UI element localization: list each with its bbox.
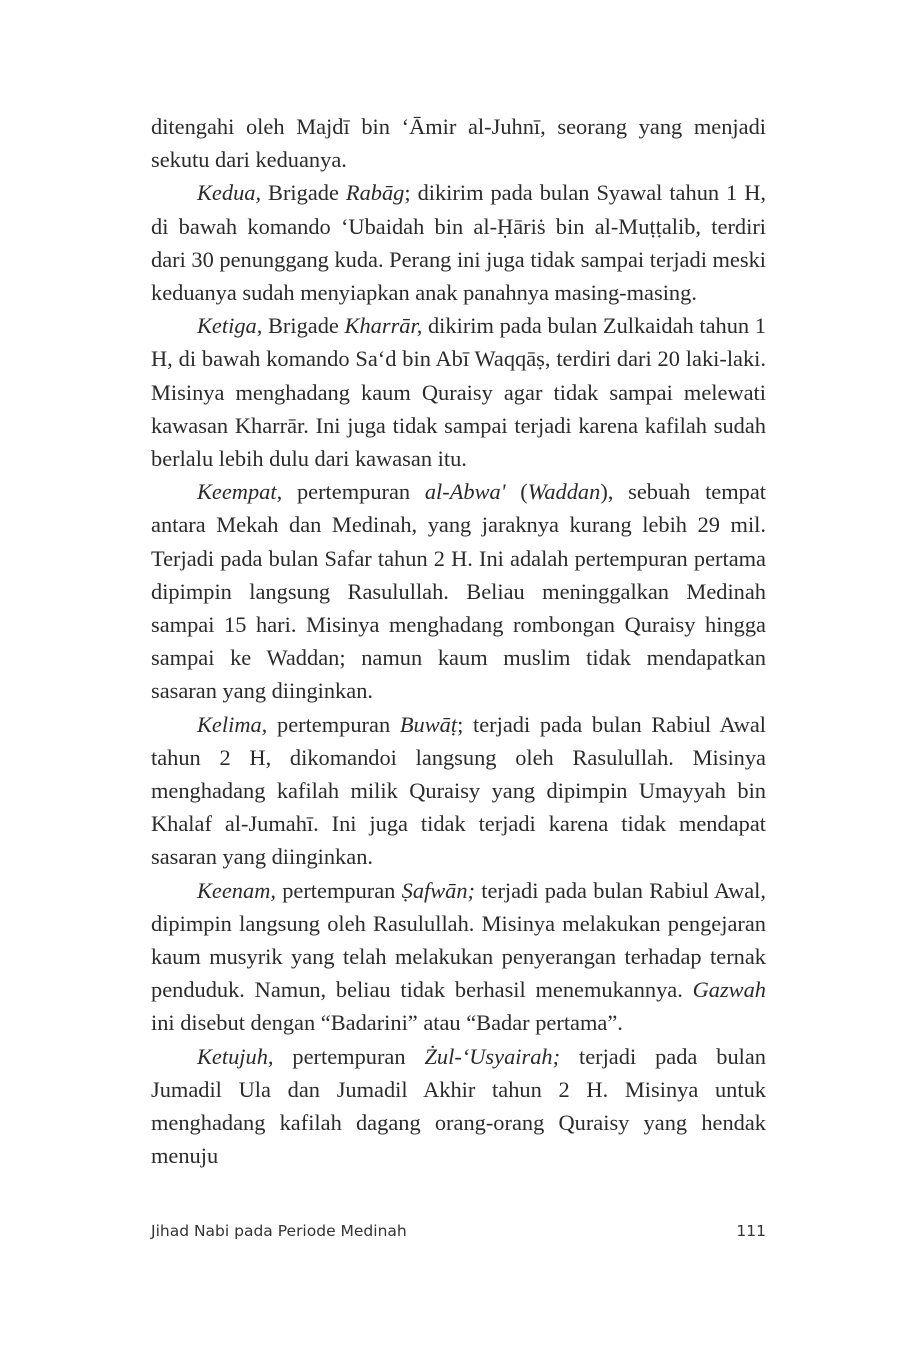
body-text — [151, 110, 766, 1173]
paragraph — [151, 176, 766, 309]
italic-term: al-Abwa' — [424, 479, 506, 505]
italic-term: Ketiga, — [197, 313, 263, 339]
italic-term: Rabāg — [345, 180, 405, 206]
paragraph — [151, 309, 766, 475]
paragraph — [151, 110, 766, 176]
text-segment: pertempuran — [275, 877, 402, 903]
italic-term: Buwāṭ — [399, 711, 458, 737]
italic-term: Żul-‘Usyairah; — [424, 1043, 561, 1069]
page-footer — [151, 1222, 766, 1240]
text-segment: ditengahi oleh Majdī bin ‘Āmir al-Juhnī, seorang yang menjadi sekutu dari keduanya. — [151, 114, 766, 173]
italic-term: Kedua, — [197, 180, 262, 206]
italic-term: Waddan — [527, 479, 601, 505]
text-segment: ), — [600, 479, 614, 505]
italic-term: Gazwah — [692, 977, 766, 1003]
italic-term: Keempat, — [197, 479, 283, 505]
text-segment: pertempuran — [282, 479, 425, 505]
running-title: Jihad Nabi pada Periode Medinah — [151, 1222, 407, 1240]
paragraph — [151, 708, 766, 874]
text-segment: ( — [505, 479, 528, 505]
italic-term: Ṣafwān; — [401, 877, 476, 903]
text-segment: ini disebut dengan “Badarini” atau “Badar pertama”. — [151, 1010, 623, 1036]
italic-term: Kelima, — [197, 711, 268, 737]
italic-term: Ketujuh, — [197, 1043, 274, 1069]
italic-term: Keenam, — [197, 877, 276, 903]
text-segment: ; terjadi pada bulan Rabiul Awal tahun 2 H, dikomandoi langsung oleh Rasulullah. Misinya menghadang kafilah milik Quraisy yang dipimpin Umayyah bin Khalaf al-Jumahī. Ini juga tidak terjadi karena tidak mendapat sasaran yang diinginkan. — [151, 711, 766, 870]
page-number: 111 — [736, 1222, 766, 1240]
text-segment: Brigade — [262, 313, 345, 339]
text-segment: Brigade — [261, 180, 346, 206]
paragraph — [151, 1040, 766, 1173]
text-segment: sebuah tempat antara Mekah dan Medinah, yang jaraknya kurang lebih 29 mil. Terjadi pada bulan Safar tahun 2 H. Ini adalah pertempuran pertama dipimpin langsung Rasulullah. Beliau meninggalkan Medinah sampai 15 hari. Misinya menghadang rombongan Quraisy hingga sampai ke Waddan; namun kaum muslim tidak mendapatkan sasaran yang diinginkan. — [151, 479, 766, 704]
text-segment: terjadi pada bulan Jumadil Ula dan Jumadil Akhir tahun 2 H. Misinya untuk menghadang kafilah dagang orang-orang Quraisy yang hendak menuju — [151, 1043, 766, 1169]
text-segment: pertempuran — [273, 1043, 425, 1069]
text-segment: pertempuran — [267, 711, 400, 737]
paragraph — [151, 874, 766, 1040]
text-segment: terjadi pada bulan Rabiul Awal, dipimpin langsung oleh Rasulullah. Misinya melakukan pengejaran kaum musyrik yang telah melakukan penyerangan terhadap ternak penduduk. Namun, beliau tidak berhasil menemukannya. — [151, 877, 766, 1003]
italic-term: Kharrār, — [344, 313, 423, 339]
paragraph — [151, 475, 766, 707]
text-segment: dikirim pada bulan Zulkaidah tahun 1 H, di bawah komando Sa‘d bin Abī Waqqāṣ, terdiri dari 20 laki-laki. Misinya menghadang kaum Quraisy agar tidak sampai melewati kawasan Kharrār. Ini juga tidak sampai terjadi karena kafilah sudah berlalu lebih dulu dari kawasan itu. — [151, 313, 766, 472]
text-segment: ; dikirim pada bulan Syawal tahun 1 H, di bawah komando ‘Ubaidah bin al-Ḥāriṡ bin al-Muṭṭalib, terdiri dari 30 penunggang kuda. Perang ini juga tidak sampai terjadi meski keduanya sudah menyiapkan anak panahnya masing-masing. — [151, 180, 767, 306]
